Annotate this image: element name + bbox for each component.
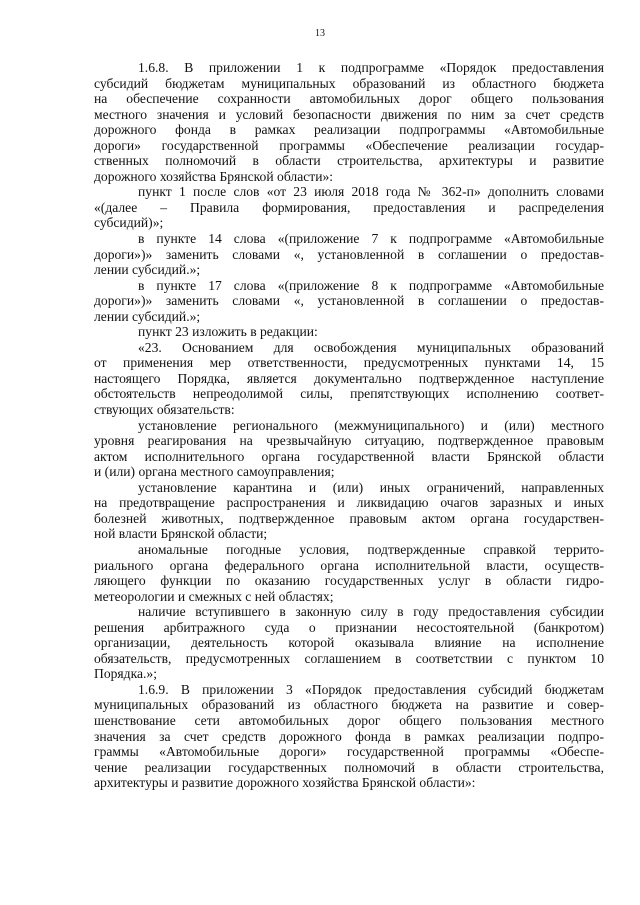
- text-line: в пункте 17 слова «(приложение 8 к подпрограмме «Автомобильные: [138, 277, 604, 293]
- text-line: в пункте 14 слова «(приложение 7 к подпрограмме «Автомобильные: [138, 231, 604, 247]
- text-line: обязательств, предусмотренных соглашением в соответствии с пунктом 10: [94, 650, 604, 666]
- text-line: пункт 23 изложить в редакции:: [138, 324, 318, 340]
- text-line: метеорологии и смежных с ней областях;: [94, 588, 334, 604]
- text-line: обстоятельств непреодолимой силы, препятствующих исполнению соответ-: [94, 386, 604, 402]
- text-line: уровня реагирования на чрезвычайную ситуацию, подтвержденное правовым: [94, 433, 604, 449]
- text-line: «23. Основанием для освобождения муниципальных образований: [138, 339, 604, 355]
- text-line: дороги»)» заменить словами «, установленной в соглашении о предостав-: [94, 246, 604, 262]
- text-line: ственных полномочий в области строительства, архитектуры и развитие: [94, 153, 604, 169]
- text-line: установление регионального (межмуниципального) и (или) местного: [138, 417, 604, 433]
- page-number: 13: [315, 28, 325, 39]
- text-line: пункт 1 после слов «от 23 июля 2018 года № 362-п» дополнить словами: [138, 184, 604, 200]
- text-line: граммы «Автомобильные дороги» государственной программы «Обеспе-: [94, 744, 604, 760]
- text-line: актом исполнительного органа государственной власти Брянской области: [94, 448, 604, 464]
- text-line: ствующих обязательств:: [94, 402, 235, 418]
- text-line: значения за счет средств дорожного фонда в рамках реализации подпро-: [94, 728, 604, 744]
- text-line: ляющего функции по оказанию государственных услуг в области гидро-: [94, 573, 604, 589]
- text-line: «(далее – Правила формирования, предоставления и распределения: [94, 199, 604, 215]
- text-line: дорожного фонда в рамках реализации подпрограммы «Автомобильные: [94, 122, 604, 138]
- text-line: 1.6.9. В приложении 3 «Порядок предоставления субсидий бюджетам: [138, 681, 604, 697]
- text-line: архитектуры и развитие дорожного хозяйства Брянской области»:: [94, 775, 476, 791]
- text-line: решения арбитражного суда о признании несостоятельной (банкротом): [94, 619, 604, 635]
- text-line: муниципальных образований из областного бюджета на развитие и совер-: [94, 697, 604, 713]
- text-line: субсидий бюджетам муниципальных образований из областного бюджета: [94, 75, 604, 91]
- text-line: дороги» государственной программы «Обеспечение реализации государ-: [94, 137, 604, 153]
- text-line: дороги»)» заменить словами «, установленной в соглашении о предостав-: [94, 293, 604, 309]
- text-line: чение реализации государственных полномочий в области строительства,: [94, 759, 604, 775]
- text-line: местного значения и условий безопасности движения по ним за счет средств: [94, 106, 604, 122]
- text-line: аномальные погодные условия, подтвержденные справкой террито-: [138, 541, 604, 557]
- text-line: субсидий)»;: [94, 215, 164, 231]
- text-line: 1.6.8. В приложении 1 к подпрограмме «Порядок предоставления: [138, 60, 604, 75]
- text-line: Порядка.»;: [94, 666, 157, 682]
- text-line: на предотвращение распространения и ликвидацию очагов заразных и иных: [94, 495, 604, 511]
- text-line: лении субсидий.»;: [94, 262, 201, 278]
- text-line: дорожного хозяйства Брянской области»:: [94, 168, 334, 184]
- text-line: ной власти Брянской области;: [94, 526, 268, 542]
- text-line: болезней животных, подтвержденное правовым актом органа государствен-: [94, 510, 604, 526]
- text-line: и (или) органа местного самоуправления;: [94, 464, 335, 480]
- text-line: на обеспечение сохранности автомобильных дорог общего пользования: [94, 91, 604, 107]
- text-line: лении субсидий.»;: [94, 308, 201, 324]
- text-line: риального органа федерального органа исполнительной власти, осуществ-: [94, 557, 604, 573]
- text-line: наличие вступившего в законную силу в году предоставления субсидии: [138, 604, 604, 620]
- text-line: от применения мер ответственности, предусмотренных пунктами 14, 15: [94, 355, 604, 371]
- text-line: настоящего Порядка, является документально подтвержденное наступление: [94, 370, 604, 386]
- text-line: шенствование сети автомобильных дорог общего пользования местного: [94, 712, 604, 728]
- text-line: установление карантина и (или) иных ограничений, направленных: [138, 479, 604, 495]
- text-line: организации, деятельность которой оказывала влияние на исполнение: [94, 635, 604, 651]
- document-body: [94, 60, 604, 791]
